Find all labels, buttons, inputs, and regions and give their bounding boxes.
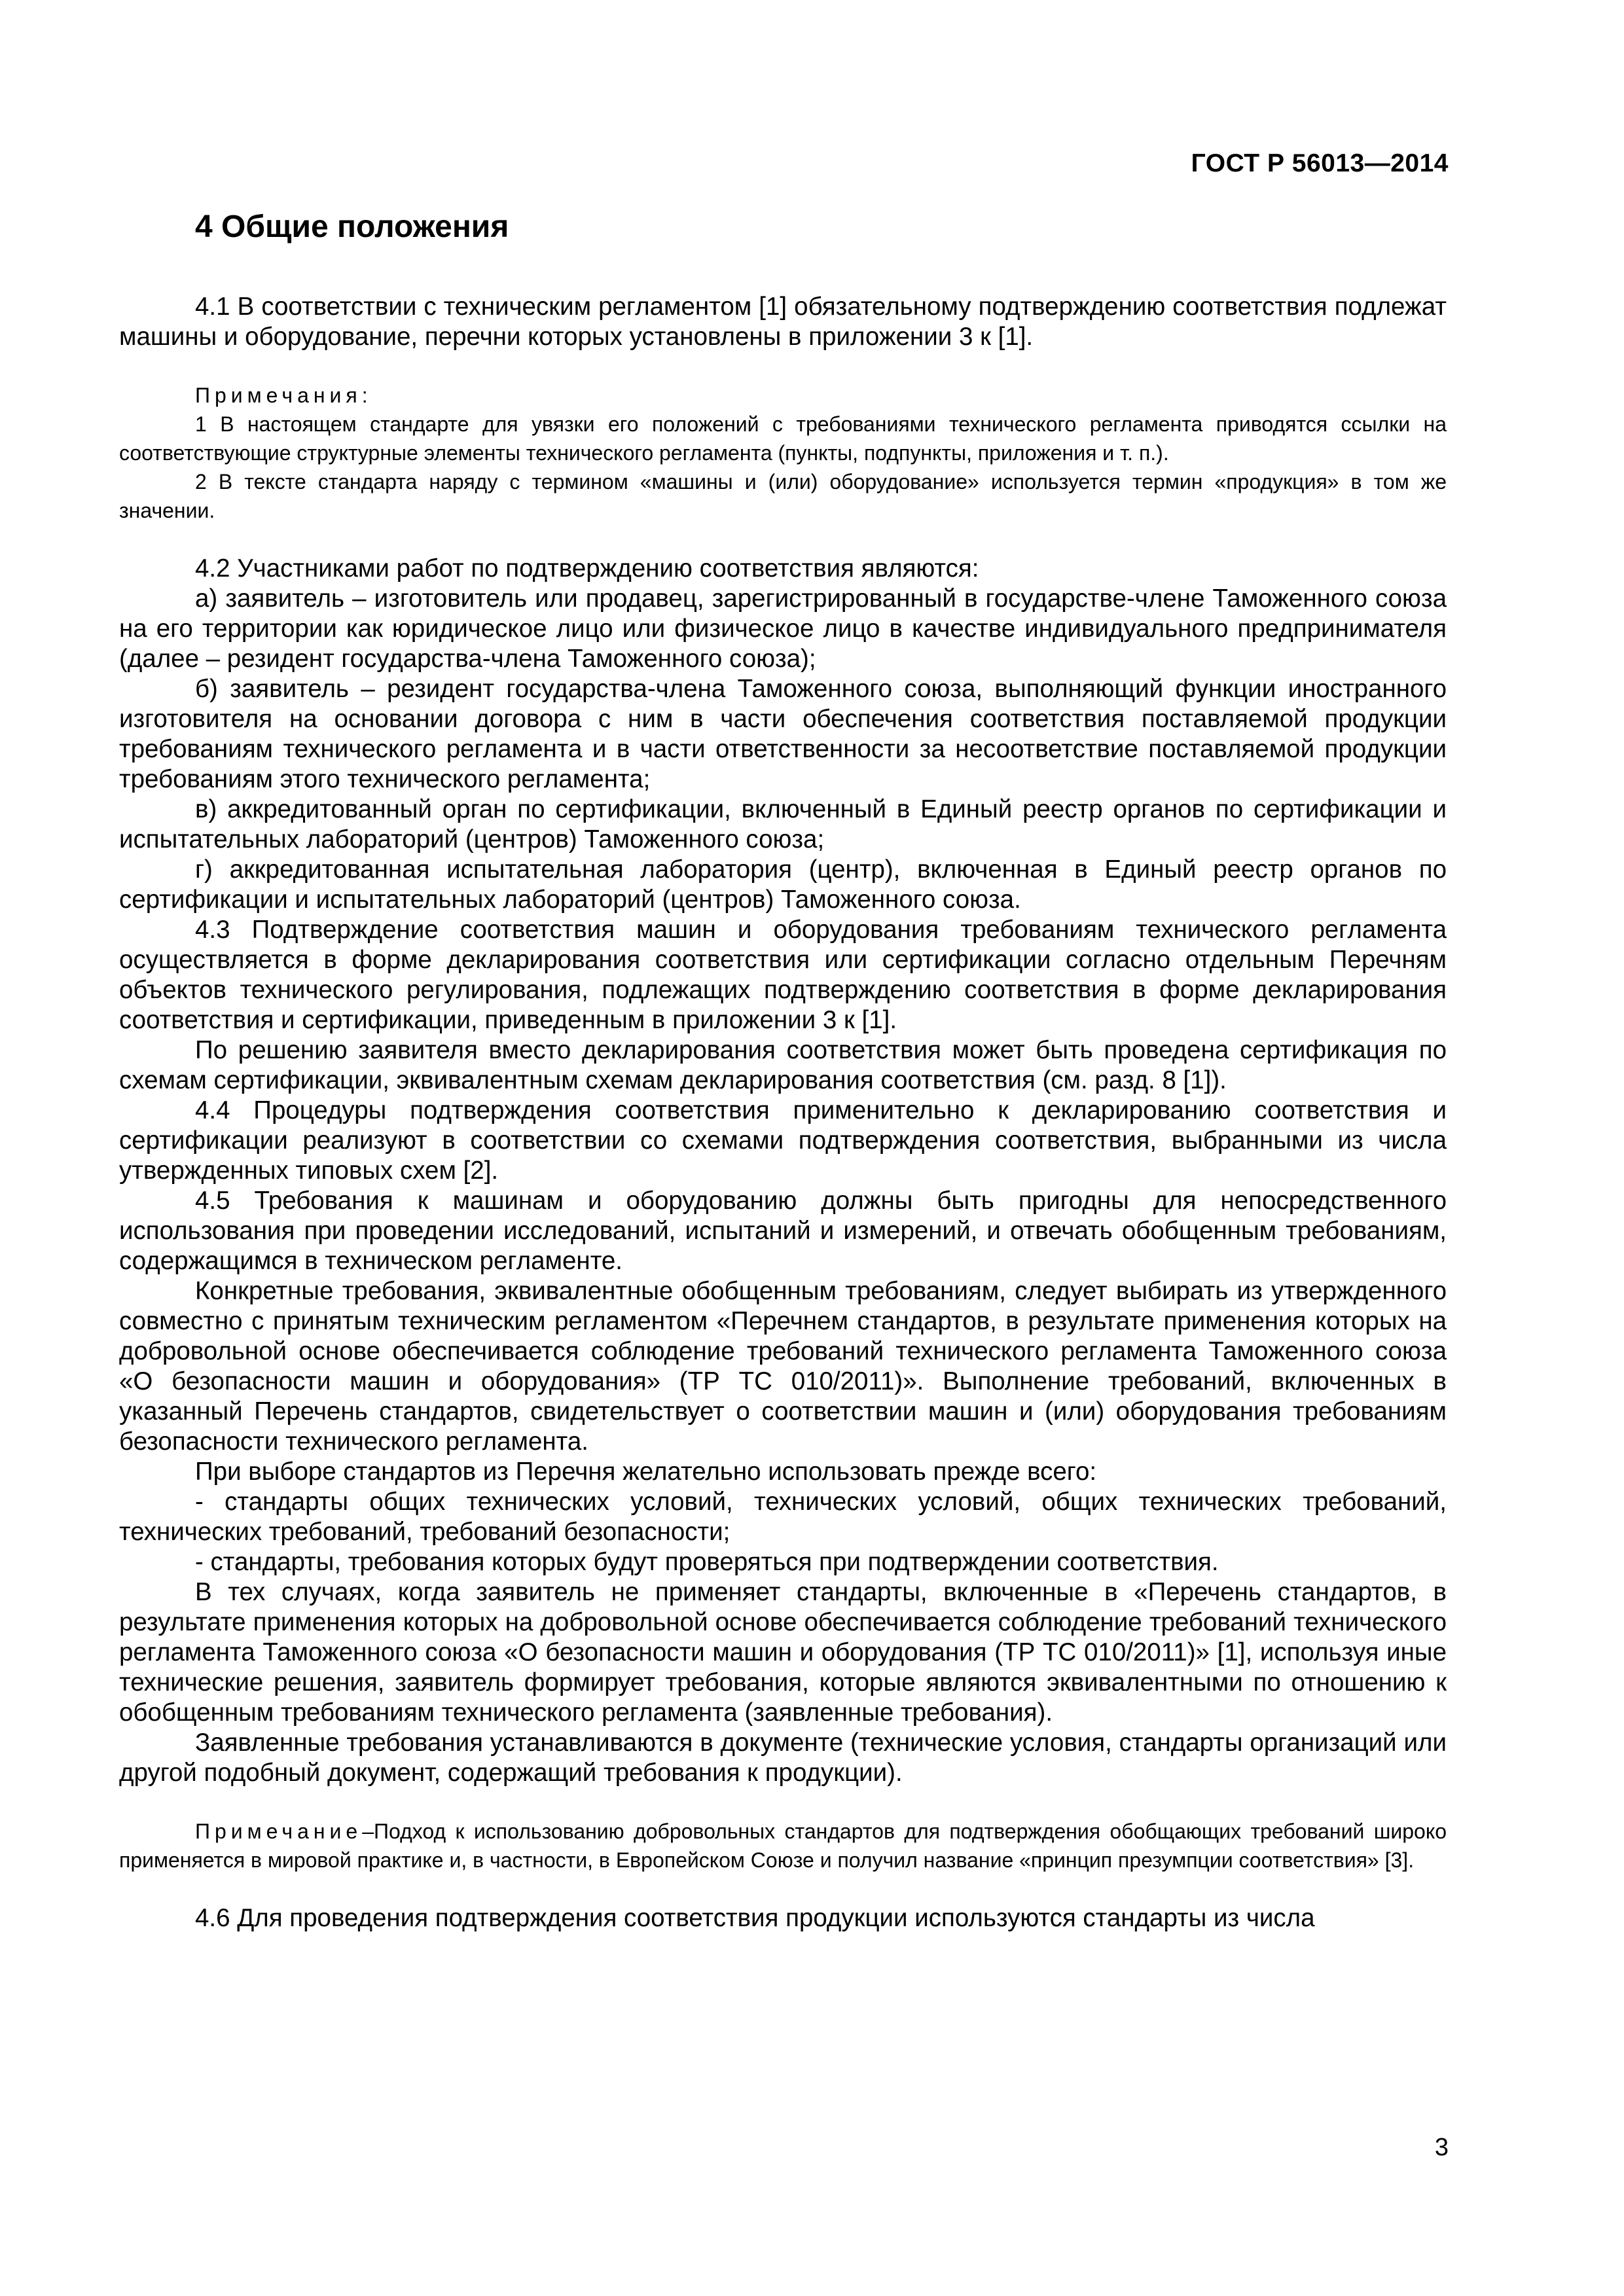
paragraph-4-3-cont: По решению заявителя вместо декларирования соответствия может быть проведена сертификация по схемам сертификации, эквивалентным схемам декларирования соответствия (см. разд. 8 [1]).	[119, 1035, 1447, 1094]
paragraph-4-2: 4.2 Участниками работ по подтверждению соответствия являются:	[195, 554, 979, 583]
list-item-b: б) заявитель – резидент государства-члена Таможенного союза, выполняющий функции иностранного изготовителя на основании договора с ним в части обеспечения соответствия поставляемой продукции требованиям технического регламента и в части ответственности за несоответствие поставляемой продукции требованиям этого технического регламента;	[119, 674, 1447, 793]
note-block-2	[119, 1817, 1447, 1874]
page-content	[119, 208, 1447, 1933]
paragraph-4-3: 4.3 Подтверждение соответствия машин и оборудования требованиям технического регламента осуществляется в форме декларирования соответствия или сертификации согласно отдельным Перечням объектов технического регулирования, подлежащих подтверждению соответствия в форме декларирования соответствия и сертификации, приведенным в приложении 3 к [1].	[119, 915, 1447, 1034]
notes-heading-text: Примечания:	[195, 383, 372, 407]
list-item-dash-1: - стандарты общих технических условий, технических условий, общих технических требований, технических требований, требований безопасности;	[119, 1487, 1447, 1546]
note-2-text: Подход к использованию добровольных стандартов для подтверждения обобщающих требований широко применяется в мировой практике и, в частности, в Европейском Союзе и получил название «принцип презумпции соответствия» [3].	[119, 1819, 1447, 1872]
paragraph-4-5-declared: Заявленные требования устанавливаются в документе (технические условия, стандарты организаций или другой подобный документ, содержащий требования к продукции).	[119, 1728, 1447, 1787]
paragraph-4-1: 4.1 В соответствии с техническим регламентом [1] обязательному подтверждению соответствия подлежат машины и оборудование, перечни которых установлены в приложении 3 к [1].	[119, 292, 1447, 351]
list-item-v: в) аккредитованный орган по сертификации, включенный в Единый реестр органов по сертификации и испытательных лабораторий (центров) Таможенного союза;	[119, 795, 1447, 853]
paragraph-4-5: 4.5 Требования к машинам и оборудованию должны быть пригодны для непосредственного использования при проведении исследований, испытаний и измерений, и отвечать обобщенным требованиям, содержащимся в техническом регламенте.	[119, 1186, 1447, 1275]
list-item-a: а) заявитель – изготовитель или продавец, зарегистрированный в государстве-члене Таможенного союза на его территории как юридическое лицо или физическое лицо в качестве индивидуального предпринимателя (далее – резидент государства-члена Таможенного союза);	[119, 584, 1447, 673]
note-2-dash: –	[362, 1819, 374, 1843]
notes-heading	[119, 381, 1447, 410]
paragraph-4-6: 4.6 Для проведения подтверждения соответствия продукции используются стандарты из числа	[195, 1903, 1315, 1932]
list-item-dash-2: - стандарты, требования которых будут проверяться при подтверждении соответствия.	[195, 1547, 1219, 1576]
list-item-g: г) аккредитованная испытательная лаборатория (центр), включенная в Единый реестр органов по сертификации и испытательных лабораторий (центров) Таможенного союза.	[119, 855, 1447, 914]
paragraph-4-5-cases: В тех случаях, когда заявитель не применяет стандарты, включенные в «Перечень стандартов, в результате применения которых на добровольной основе обеспечивается соблюдение требований технического регламента Таможенного союза «О безопасности машин и оборудования (ТР ТС 010/2011)» [1], используя иные технические решения, заявитель формирует требования, которые являются эквивалентными по отношению к обобщенным требованиям технического регламента (заявленные требования).	[119, 1577, 1447, 1727]
standard-number-header: ГОСТ Р 56013—2014	[1191, 149, 1449, 177]
note-item-2: 2 В тексте стандарта наряду с термином «машины и (или) оборудование» используется термин «продукция» в том же значении.	[119, 469, 1447, 522]
paragraph-4-5-selection: При выборе стандартов из Перечня желательно использовать прежде всего:	[195, 1457, 1097, 1486]
note-item-1: 1 В настоящем стандарте для увязки его положений с требованиями технического регламента приводятся ссылки на соответствующие структурные элементы технического регламента (пункты, подпункты, приложения и т. п.).	[119, 412, 1447, 465]
notes-block	[119, 381, 1447, 525]
note-2	[119, 1817, 1447, 1874]
section-title: 4 Общие положения	[195, 209, 509, 244]
page-number: 3	[1434, 2134, 1449, 2161]
paragraph-4-4: 4.4 Процедуры подтверждения соответствия применительно к декларированию соответствия и сертификации реализуют в соответствии со схемами подтверждения соответствия, выбранными из числа утвержденных типовых схем [2].	[119, 1096, 1447, 1185]
note-2-heading: Примечание	[195, 1819, 363, 1843]
paragraph-4-5-specific: Конкретные требования, эквивалентные обобщенным требованиям, следует выбирать из утвержденного совместно с принятым техническим регламентом «Перечнем стандартов, в результате применения которых на добровольной основе обеспечивается соблюдение требований технического регламента Таможенного союза «О безопасности машин и оборудования» (ТР ТС 010/2011)». Выполнение требований, включенных в указанный Перечень стандартов, свидетельствует о соответствии машин и (или) оборудования требованиям безопасности технического регламента.	[119, 1276, 1447, 1456]
